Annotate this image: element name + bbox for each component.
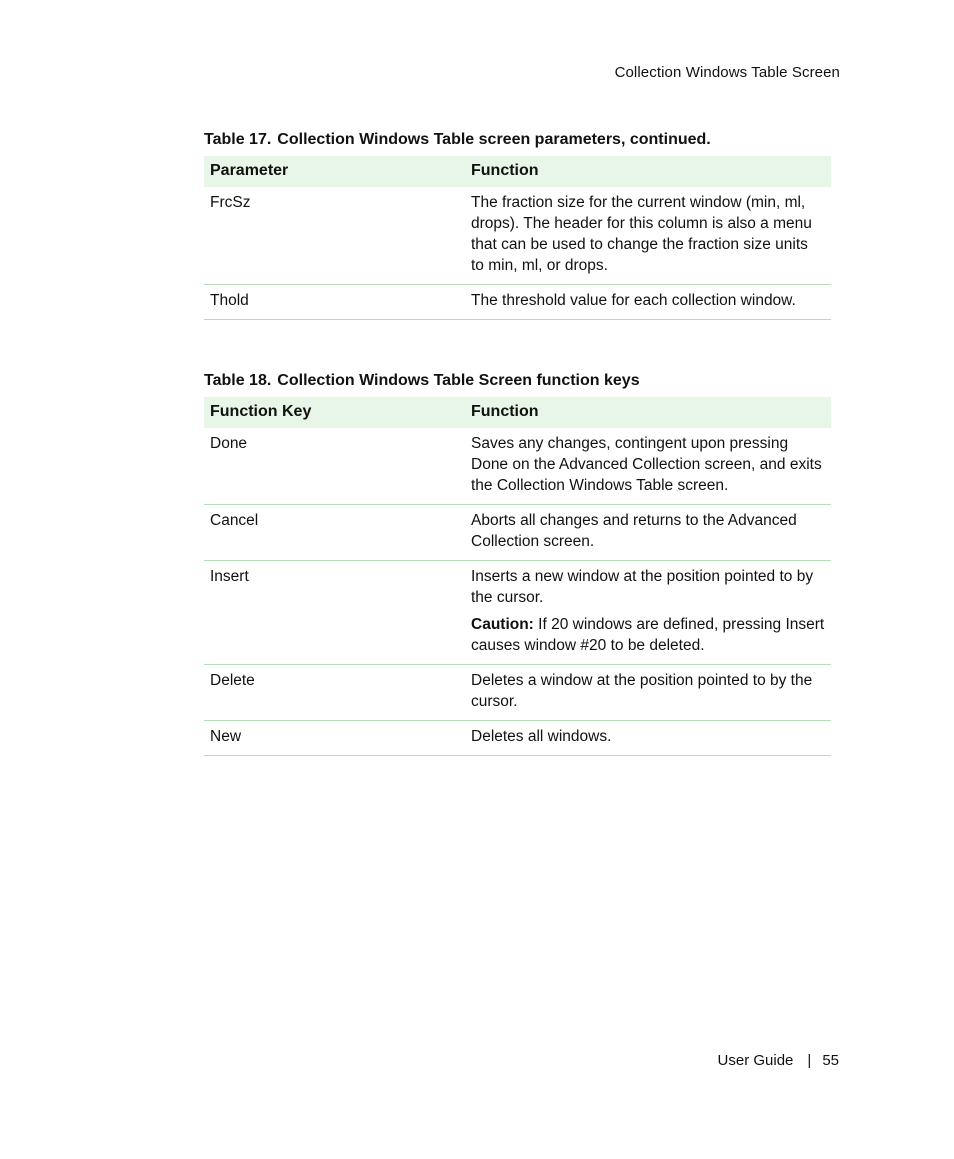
table-17-caption — [204, 131, 831, 149]
page-footer — [718, 1052, 839, 1069]
footer-separator: | — [807, 1052, 812, 1069]
caution-label: Caution: — [471, 616, 534, 633]
table-17-caption-title: Collection Windows Table screen parameters, continued. — [277, 131, 711, 148]
function-key-description: Deletes all windows. — [465, 721, 831, 756]
table-row — [204, 665, 831, 721]
table-18-caption-title: Collection Windows Table Screen function keys — [277, 372, 640, 389]
table-row — [204, 187, 831, 285]
function-key-name: New — [204, 721, 465, 756]
table-17-caption-number: Table 17. — [204, 131, 272, 148]
table-17 — [204, 156, 831, 320]
function-key-description: Inserts a new window at the position pointed to by the cursor. — [471, 568, 814, 606]
table-header-row — [204, 397, 831, 428]
footer-label: User Guide — [717, 1052, 794, 1069]
function-key-description: Aborts all changes and returns to the Advanced Collection screen. — [465, 505, 831, 561]
function-key-name: Delete — [204, 665, 465, 721]
caution-note — [471, 614, 825, 656]
table-18-caption — [204, 372, 831, 390]
table-18-block — [204, 372, 831, 756]
table-17-block — [204, 131, 831, 320]
table-row — [204, 721, 831, 756]
caution-text: If 20 windows are defined, pressing Insert causes window #20 to be deleted. — [471, 616, 825, 654]
parameter-function: The fraction size for the current window (min, ml, drops). The header for this column is also a menu that can be used to change the fraction size units to min, ml, or drops. — [465, 187, 831, 285]
running-header: Collection Windows Table Screen — [614, 64, 840, 81]
function-key-description-cell — [465, 561, 831, 665]
table-row — [204, 285, 831, 320]
column-header-function-key: Function Key — [204, 397, 465, 428]
function-key-name: Cancel — [204, 505, 465, 561]
table-18 — [204, 397, 831, 756]
function-key-description: Saves any changes, contingent upon pressing Done on the Advanced Collection screen, and exits the Collection Windows Table screen. — [465, 428, 831, 505]
function-key-name: Insert — [204, 561, 465, 665]
table-18-caption-number: Table 18. — [204, 372, 272, 389]
function-key-description: Deletes a window at the position pointed to by the cursor. — [465, 665, 831, 721]
page-number: 55 — [822, 1052, 839, 1069]
column-header-function: Function — [465, 156, 831, 187]
column-header-parameter: Parameter — [204, 156, 465, 187]
function-key-name: Done — [204, 428, 465, 505]
table-row — [204, 428, 831, 505]
table-row — [204, 561, 831, 665]
column-header-function: Function — [465, 397, 831, 428]
parameter-name: FrcSz — [204, 187, 465, 285]
parameter-function: The threshold value for each collection window. — [465, 285, 831, 320]
table-header-row — [204, 156, 831, 187]
table-row — [204, 505, 831, 561]
parameter-name: Thold — [204, 285, 465, 320]
